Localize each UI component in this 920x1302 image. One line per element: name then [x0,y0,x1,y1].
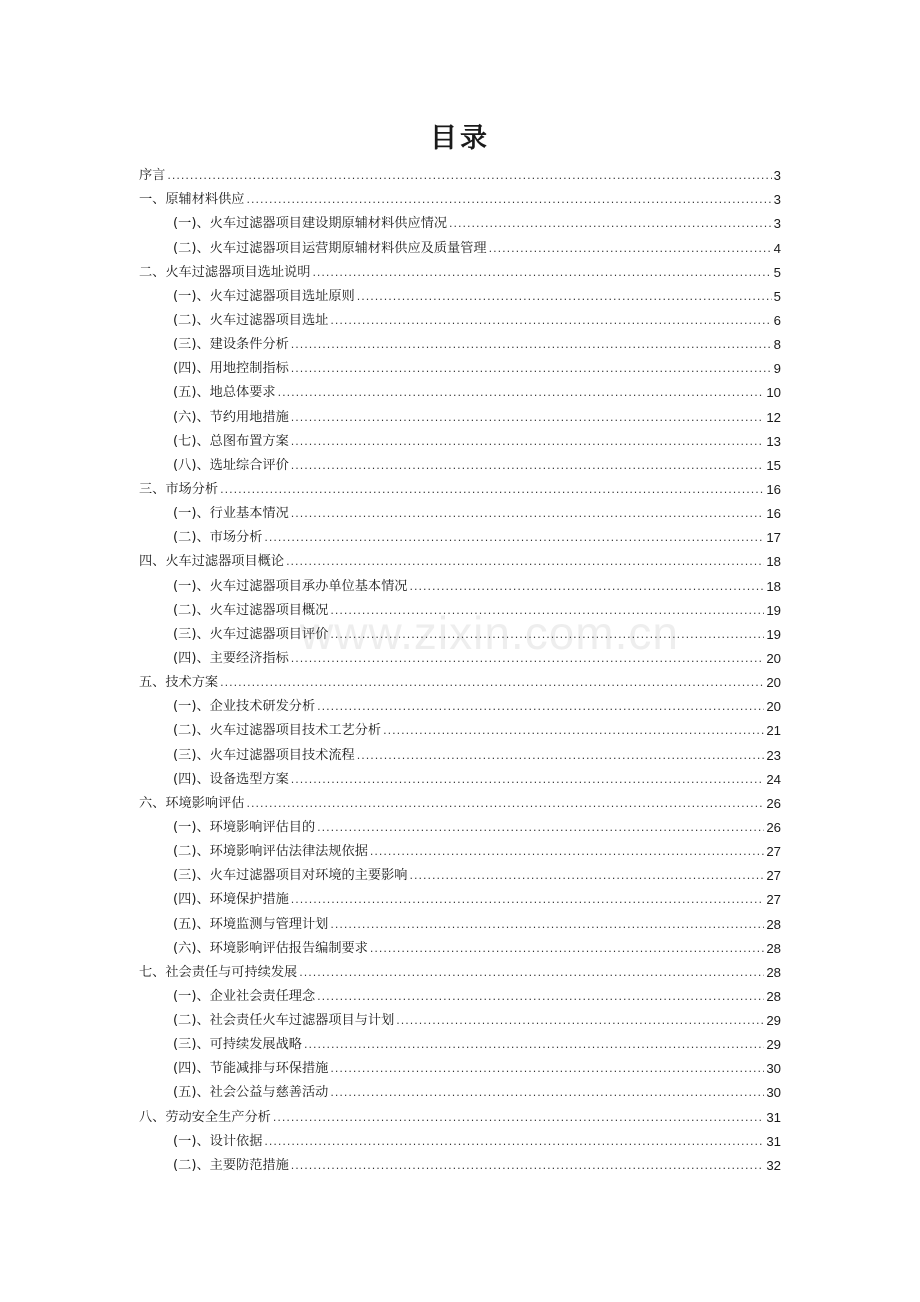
toc-entry[interactable] [139,764,781,788]
toc-entry[interactable] [139,667,781,691]
toc-entry[interactable] [139,329,781,353]
toc-entry-page-number: 20 [766,699,781,715]
toc-entry-label: (二)、火车过滤器项目技术工艺分析 [173,723,382,739]
toc-entry[interactable] [139,1101,781,1125]
toc-entry-label: 序言 [139,168,166,184]
toc-dot-leader [278,385,765,401]
toc-entry-page-number: 15 [766,457,781,473]
toc-entry-page-number: 17 [766,530,781,546]
toc-entry-label: (一)、火车过滤器项目选址原则 [173,288,355,304]
toc-entry[interactable] [139,160,781,184]
toc-entry-page-number: 19 [766,626,781,642]
toc-entry-label: (三)、火车过滤器项目技术流程 [173,747,355,763]
toc-entry[interactable] [139,208,781,232]
toc-entry-label: (七)、总图布置方案 [173,433,289,449]
toc-dot-leader [273,1110,764,1126]
toc-entry-label: (四)、设备选型方案 [173,771,289,787]
toc-entry-page-number: 16 [766,481,781,497]
toc-entry-label: (二)、火车过滤器项目概况 [173,602,329,618]
toc-entry-page-number: 27 [766,868,781,884]
toc-entry-label: (五)、地总体要求 [173,385,276,401]
toc-entry[interactable] [139,305,781,329]
toc-entry-page-number: 6 [773,312,781,328]
toc-entry-label: (五)、社会公益与慈善活动 [173,1085,329,1101]
page-title: 目录 [430,123,490,154]
toc-entry-page-number: 13 [766,433,781,449]
toc-entry-label: (六)、节约用地措施 [173,409,289,425]
toc-dot-leader [396,1013,764,1029]
toc-dot-leader [291,410,765,426]
toc-dot-leader [247,192,772,208]
toc-entry[interactable] [139,812,781,836]
toc-dot-leader [409,579,764,595]
toc-entry-label: (二)、火车过滤器项目运营期原辅材料供应及质量管理 [173,240,487,256]
toc-entry-label: (二)、市场分析 [173,530,263,546]
toc-entry-label: (三)、建设条件分析 [173,337,289,353]
toc-dot-leader [304,1037,764,1053]
toc-dot-leader [489,241,772,257]
toc-entry-page-number: 28 [766,916,781,932]
toc-entry-label: (二)、主要防范措施 [173,1157,289,1173]
toc-entry-label: 七、社会责任与可持续发展 [139,964,298,980]
toc-entry-page-number: 23 [766,747,781,763]
toc-entry-page-number: 30 [766,1085,781,1101]
toc-dot-leader [291,434,765,450]
toc-entry-label: (三)、火车过滤器项目对环境的主要影响 [173,868,408,884]
toc-entry-label: (三)、可持续发展战略 [173,1037,302,1053]
toc-entry-page-number: 5 [773,264,781,280]
toc-dot-leader [330,1085,764,1101]
toc-entry-label: 六、环境影响评估 [139,795,245,811]
toc-entry[interactable] [139,643,781,667]
toc-dot-leader [291,361,772,377]
toc-entry[interactable] [139,860,781,884]
toc-entry[interactable] [139,884,781,908]
toc-entry-label: (四)、用地控制指标 [173,361,289,377]
toc-entry[interactable] [139,981,781,1005]
toc-dot-leader [291,337,772,353]
toc-entry[interactable] [139,908,781,932]
toc-entry[interactable] [139,257,781,281]
toc-entry-page-number: 20 [766,675,781,691]
toc-entry-label: (八)、选址综合评价 [173,457,289,473]
toc-dot-leader [357,289,772,305]
toc-entry[interactable] [139,281,781,305]
toc-entry[interactable] [139,426,781,450]
toc-entry[interactable] [139,450,781,474]
toc-entry[interactable] [139,1126,781,1150]
toc-entry[interactable] [139,933,781,957]
toc-entry-label: (一)、火车过滤器项目建设期原辅材料供应情况 [173,216,448,232]
toc-dot-leader [409,868,764,884]
toc-entry[interactable] [139,957,781,981]
toc-entry-page-number: 26 [766,795,781,811]
toc-entry-page-number: 21 [766,723,781,739]
toc-dot-leader [370,844,764,860]
toc-entry-page-number: 3 [773,168,781,184]
toc-entry-label: 四、火车过滤器项目概论 [139,554,285,570]
toc-entry-page-number: 27 [766,844,781,860]
toc-dot-leader [383,723,764,739]
toc-dot-leader [264,530,764,546]
toc-entry-page-number: 12 [766,409,781,425]
toc-entry[interactable] [139,788,781,812]
toc-dot-leader [317,989,764,1005]
toc-entry[interactable] [139,1029,781,1053]
toc-entry-page-number: 10 [766,385,781,401]
toc-dot-leader [449,216,772,232]
toc-entry-page-number: 5 [773,288,781,304]
toc-entry[interactable] [139,595,781,619]
toc-entry[interactable] [139,836,781,860]
toc-entry[interactable] [139,619,781,643]
toc-entry-page-number: 26 [766,819,781,835]
toc-entry[interactable] [139,474,781,498]
toc-dot-leader [317,820,764,836]
toc-dot-leader [299,965,764,981]
toc-entry[interactable] [139,715,781,739]
toc-entry[interactable] [139,184,781,208]
toc-entry-label: (一)、行业基本情况 [173,506,289,522]
toc-dot-leader [264,1134,764,1150]
toc-entry-page-number: 29 [766,1037,781,1053]
toc-dot-leader [330,1061,764,1077]
toc-entry-label: (一)、企业社会责任理念 [173,988,316,1004]
toc-entry-label: (一)、设计依据 [173,1133,263,1149]
toc-entry-page-number: 19 [766,602,781,618]
toc-entry-label: (六)、环境影响评估报告编制要求 [173,940,368,956]
toc-dot-leader [330,313,771,329]
toc-entry-label: 一、原辅材料供应 [139,192,245,208]
toc-dot-leader [291,458,765,474]
toc-entry-label: (二)、社会责任火车过滤器项目与计划 [173,1013,395,1029]
toc-dot-leader [330,627,764,643]
toc-entry-label: 五、技术方案 [139,675,219,691]
toc-entry[interactable] [139,1150,781,1174]
toc-entry-label: (二)、火车过滤器项目选址 [173,312,329,328]
toc-entry-label: (三)、火车过滤器项目评价 [173,626,329,642]
toc-entry-label: 三、市场分析 [139,481,219,497]
toc-entry-label: 二、火车过滤器项目选址说明 [139,264,311,280]
toc-entry[interactable] [139,1077,781,1101]
toc-entry-page-number: 29 [766,1013,781,1029]
toc-entry-label: (一)、企业技术研发分析 [173,699,316,715]
toc-entry[interactable] [139,1053,781,1077]
toc-entry-label: (四)、主要经济指标 [173,650,289,666]
toc-entry-page-number: 18 [766,578,781,594]
toc-dot-leader [220,675,764,691]
toc-dot-leader [312,265,771,281]
toc-entry-page-number: 3 [773,192,781,208]
toc-entry-label: (一)、环境影响评估目的 [173,819,316,835]
toc-entry-page-number: 27 [766,892,781,908]
toc-entry-label: (四)、节能减排与环保措施 [173,1061,329,1077]
toc-entry[interactable] [139,570,781,594]
toc-entry[interactable] [139,691,781,715]
toc-entry-label: 八、劳动安全生产分析 [139,1109,271,1125]
toc-dot-leader [291,1158,765,1174]
toc-dot-leader [330,917,764,933]
toc-entry[interactable] [139,232,781,256]
toc-dot-leader [247,796,765,812]
toc-entry-page-number: 8 [773,337,781,353]
toc-entry-page-number: 28 [766,964,781,980]
toc-entry[interactable] [139,546,781,570]
toc-dot-leader [291,892,765,908]
toc-entry[interactable] [139,498,781,522]
toc-entry-page-number: 28 [766,940,781,956]
toc-dot-leader [291,651,765,667]
toc-entry-label: (四)、环境保护措施 [173,892,289,908]
watermark: www.zixin.com.cn [300,607,679,659]
toc-entry-page-number: 30 [766,1061,781,1077]
toc-dot-leader [167,168,771,184]
toc-entry-page-number: 16 [766,506,781,522]
toc-dot-leader [291,506,765,522]
toc-dot-leader [291,772,765,788]
toc-entry-page-number: 9 [773,361,781,377]
toc-entry-page-number: 28 [766,988,781,1004]
toc-entry-label: (一)、火车过滤器项目承办单位基本情况 [173,578,408,594]
toc-entry[interactable] [139,401,781,425]
toc-dot-leader [317,699,764,715]
toc-entry[interactable] [139,377,781,401]
toc-entry-page-number: 20 [766,650,781,666]
toc-entry-page-number: 31 [766,1133,781,1149]
toc-dot-leader [370,941,764,957]
toc-dot-leader [286,554,764,570]
toc-entry-page-number: 4 [773,240,781,256]
toc-entry-page-number: 3 [773,216,781,232]
toc-entry[interactable] [139,1005,781,1029]
toc-entry-page-number: 18 [766,554,781,570]
toc-dot-leader [330,603,764,619]
toc-entry[interactable] [139,522,781,546]
toc-entry-page-number: 32 [766,1157,781,1173]
toc-dot-leader [220,482,764,498]
toc-entry-label: (二)、环境影响评估法律法规依据 [173,844,368,860]
toc-entry[interactable] [139,739,781,763]
toc-dot-leader [357,748,765,764]
toc-entry-label: (五)、环境监测与管理计划 [173,916,329,932]
toc-entry-page-number: 24 [766,771,781,787]
toc-entry[interactable] [139,353,781,377]
toc-entry-page-number: 31 [766,1109,781,1125]
table-of-contents [139,160,781,1174]
